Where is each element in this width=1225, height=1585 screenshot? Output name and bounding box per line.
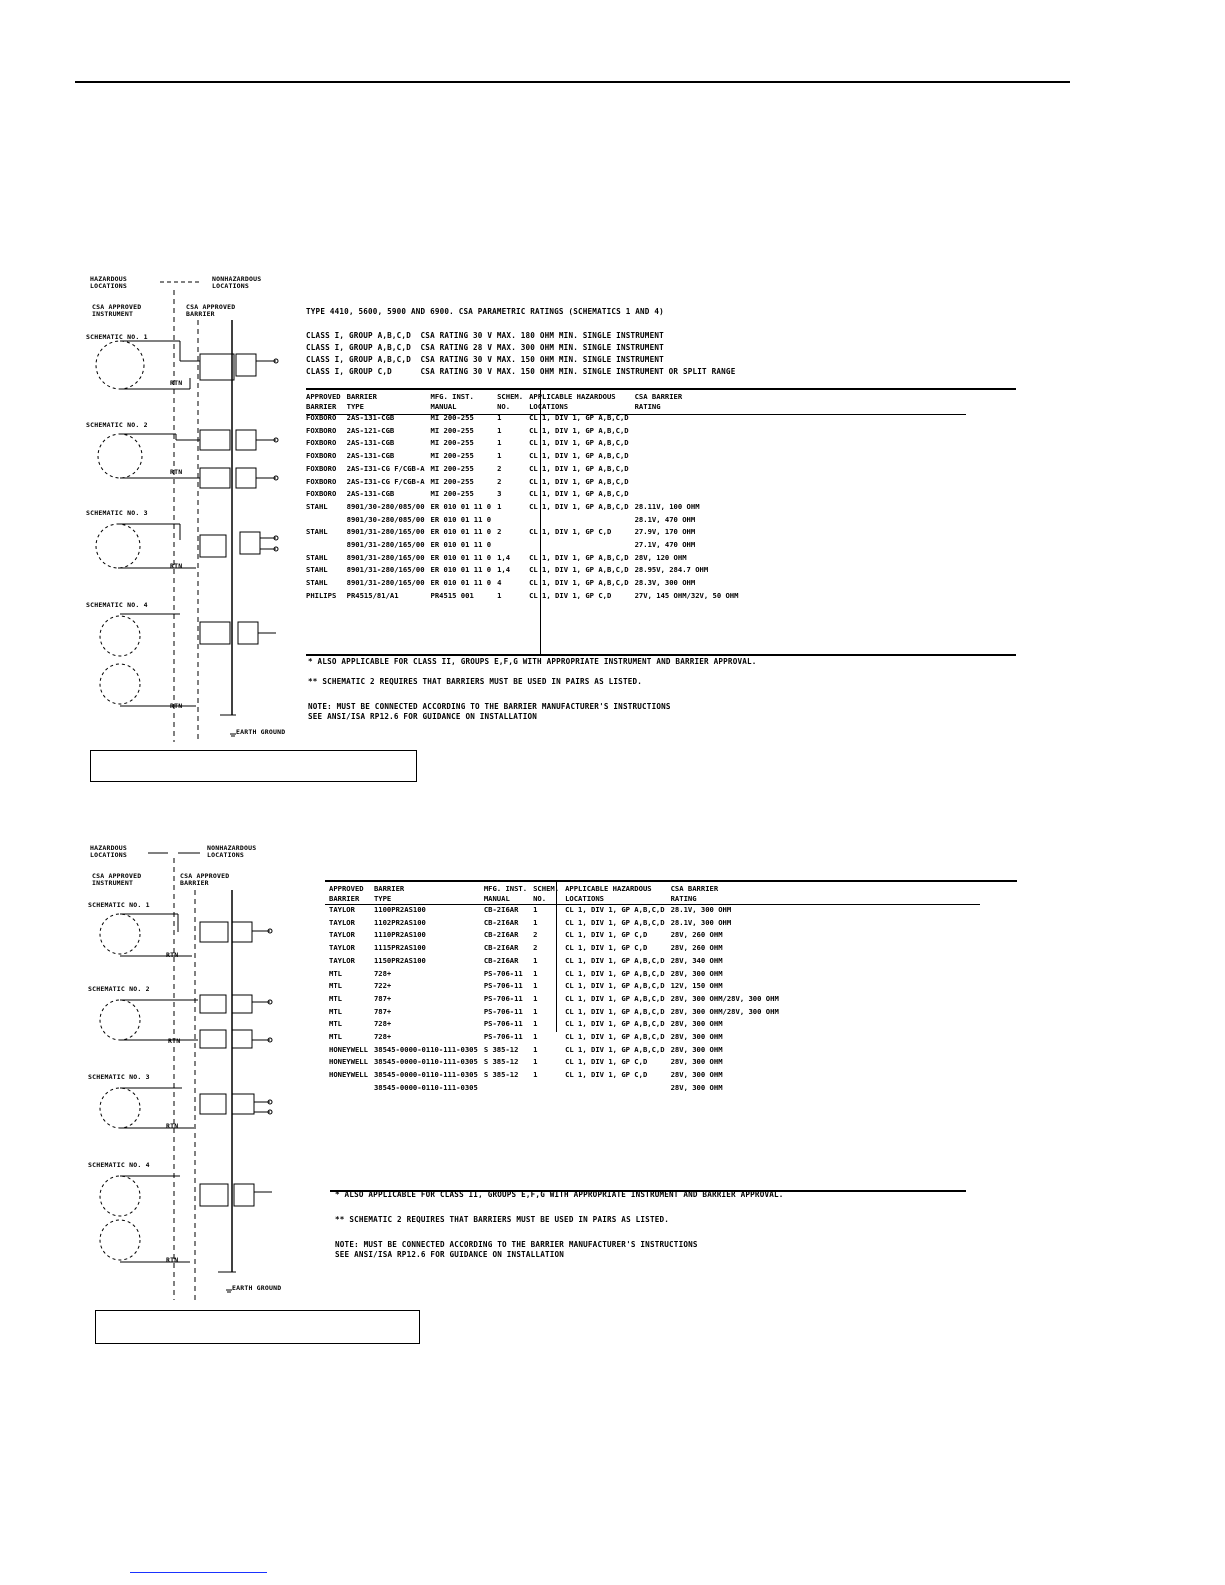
- p2-table-cell: CL 1, DIV 1, GP A,B,C,D: [565, 1006, 665, 1016]
- p1-table-cell: ER 010 01 11 0: [430, 540, 492, 550]
- p2-header-cell: APPLICABLE HAZARDOUS LOCATIONS: [565, 884, 652, 903]
- p2-table-cell: 38545-0000-0110-111-0305: [373, 1044, 478, 1054]
- p1-schematic-3-label: SCHEMATIC NO. 3: [86, 509, 148, 517]
- p1-schematic-2-label: SCHEMATIC NO. 2: [86, 421, 148, 429]
- p2-table-cell: CL 1, DIV 1, GP A,B,C,D: [565, 1032, 665, 1042]
- p2-table-cell: S 385-12: [483, 1070, 519, 1080]
- p1-table-cell: 2AS-131-CGB: [346, 438, 395, 448]
- p1-table-cell: MI 200-255: [430, 489, 474, 499]
- p1-table-cell: 28.1V, 470 OHM: [634, 514, 696, 524]
- p1-table-cell: 27V, 145 OHM/32V, 50 OHM: [634, 590, 739, 600]
- p1-table-cell: 27.1V, 470 OHM: [634, 540, 696, 550]
- p2-table-cell: 38545-0000-0110-111-0305: [373, 1082, 478, 1092]
- p2-table-cell: 1: [533, 1070, 538, 1080]
- p1-table-cell: CL 1, DIV 1, GP A,B,C,D: [529, 565, 629, 575]
- p1-header-cell: APPLICABLE HAZARDOUS LOCATIONS: [529, 392, 616, 411]
- p1-table-cell: CL 1, DIV 1, GP A,B,C,D: [529, 552, 629, 562]
- p1-table-cell: 8901/31-280/165/00: [346, 552, 425, 562]
- p2-table-cell: 1115PR2AS100: [373, 943, 426, 953]
- p2-hazardous-label: HAZARDOUS LOCATIONS: [90, 844, 128, 859]
- p2-schematic-4-label: SCHEMATIC NO. 4: [88, 1161, 150, 1169]
- p2-table-cell: 1: [533, 1057, 538, 1067]
- p2-table-cell: MTL: [329, 1032, 342, 1042]
- p2-table-cell: CL 1, DIV 1, GP A,B,C,D: [565, 1044, 665, 1054]
- p1-note-2: ** SCHEMATIC 2 REQUIRES THAT BARRIERS MUST BE USED IN PAIRS AS LISTED.: [308, 677, 643, 686]
- p2-table-cell: PS-706-11: [483, 1032, 523, 1042]
- p1-table-cell: 4: [497, 578, 502, 588]
- p2-table-cell: MTL: [329, 981, 342, 991]
- p1-table-cell: 8901/30-280/085/00: [346, 501, 425, 511]
- p2-table-cell: TAYLOR: [329, 930, 355, 940]
- p2-table-row: [326, 904, 782, 917]
- p1-table-cell: FOXBORO: [306, 463, 337, 473]
- p1-table-cell: STAHL: [306, 565, 328, 575]
- p2-table-cell: 1: [533, 1019, 538, 1029]
- p1-table-cell: 8901/31-280/165/00: [346, 578, 425, 588]
- p2-table-cell: 28V, 300 OHM: [670, 1070, 723, 1080]
- p1-table-cell: PHILIPS: [306, 590, 337, 600]
- p2-table-cell: 2: [533, 943, 538, 953]
- p1-table-cell: [494, 539, 526, 552]
- p1-table-cell: 28V, 120 OHM: [634, 552, 687, 562]
- p1-table-row: [303, 412, 741, 425]
- p1-hazardous-label: HAZARDOUS LOCATIONS: [90, 275, 128, 290]
- p2-table-row: [326, 955, 782, 968]
- p2-table-row: [326, 1056, 782, 1069]
- p1-barrier-label: CSA APPROVED BARRIER: [186, 303, 236, 318]
- p2-header-cell: APPROVED BARRIER: [329, 884, 364, 903]
- p1-table-cell: ER 010 01 11 0: [430, 501, 492, 511]
- p2-table-cell: CL 1, DIV 1, GP A,B,C,D: [565, 917, 665, 927]
- p1-table-cell: CL 1, DIV 1, GP A,B,C,D: [529, 413, 629, 422]
- p1-table-cell: FOXBORO: [306, 425, 337, 435]
- p2-barrier-label: CSA APPROVED BARRIER: [180, 872, 230, 887]
- p1-table-row: [303, 437, 741, 450]
- p2-table-cell: HONEYWELL: [329, 1070, 368, 1080]
- p1-rtn-4: RTN: [170, 702, 183, 710]
- p2-table-cell: 28V, 300 OHM/28V, 300 OHM: [670, 993, 779, 1003]
- p2-table-cell: TAYLOR: [329, 943, 355, 953]
- p2-table-cell: 1110PR2AS100: [373, 930, 426, 940]
- p1-table-cell: [526, 539, 632, 552]
- p1-caption-box: [90, 750, 417, 782]
- p2-table-cell: 1: [533, 1006, 538, 1016]
- p2-table-row: [326, 1031, 782, 1044]
- p1-table-cell: 1: [497, 451, 502, 461]
- p1-table-cell: [303, 514, 344, 527]
- p1-header-cell: APPROVED BARRIER: [306, 392, 341, 411]
- p2-table-row: [326, 942, 782, 955]
- p1-table-cell: 8901/31-280/165/00: [346, 565, 425, 575]
- p1-table-cell: [632, 450, 742, 463]
- p2-table-cell: TAYLOR: [329, 905, 355, 914]
- p2-table-cell: 728+: [373, 1032, 392, 1042]
- p2-table-row: [326, 968, 782, 981]
- p1-nonhazardous-label: NONHAZARDOUS LOCATIONS: [212, 275, 262, 290]
- p2-table-cell: 38545-0000-0110-111-0305: [373, 1070, 478, 1080]
- p1-table-cell: 28.11V, 100 OHM: [634, 501, 700, 511]
- p1-schematic-1-label: SCHEMATIC NO. 1: [86, 333, 148, 341]
- p2-schematic-2-label: SCHEMATIC NO. 2: [88, 985, 150, 993]
- p2-table-row: [326, 993, 782, 1006]
- p1-table-cell: 2AS-121-CGB: [346, 425, 395, 435]
- p2-table-cell: CL 1, DIV 1, GP A,B,C,D: [565, 981, 665, 991]
- p1-table-row: [303, 577, 741, 590]
- p2-earth-ground: EARTH GROUND: [232, 1284, 282, 1292]
- p1-table-cell: MI 200-255: [430, 413, 474, 422]
- p2-note-3: NOTE: MUST BE CONNECTED ACCORDING TO THE BARRIER MANUFACTURER'S INSTRUCTIONS: [335, 1240, 698, 1249]
- p1-header-line-3: CLASS I, GROUP A,B,C,D CSA RATING 28 V MAX. 300 OHM MIN. SINGLE INSTRUMENT: [306, 343, 664, 352]
- p1-table-cell: 28.95V, 284.7 OHM: [634, 565, 709, 575]
- p2-table-row: [326, 1006, 782, 1019]
- p1-instrument-label: CSA APPROVED INSTRUMENT: [92, 303, 142, 318]
- p2-table-cell: 28V, 340 OHM: [670, 955, 723, 965]
- top-rule: [75, 81, 1070, 83]
- p1-table-cell: 2: [497, 527, 502, 537]
- p1-table-cell: [632, 437, 742, 450]
- p1-table-cell: [632, 412, 742, 425]
- p1-table-cell: 8901/31-280/165/00: [346, 540, 425, 550]
- p1-table-row: [303, 526, 741, 539]
- p2-header-cell: BARRIER TYPE: [373, 884, 405, 903]
- p1-table-cell: ER 010 01 11 0: [430, 552, 492, 562]
- p1-table-cell: MI 200-255: [430, 451, 474, 461]
- p2-table-cell: PS-706-11: [483, 981, 523, 991]
- p2-nonhazardous-label: NONHAZARDOUS LOCATIONS: [207, 844, 257, 859]
- p1-table-cell: CL 1, DIV 1, GP C,D: [529, 590, 612, 600]
- p2-note-4: SEE ANSI/ISA RP12.6 FOR GUIDANCE ON INSTALLATION: [335, 1250, 565, 1259]
- p2-schematic-1-label: SCHEMATIC NO. 1: [88, 901, 150, 909]
- p1-table-cell: FOXBORO: [306, 413, 337, 422]
- p1-table-cell: FOXBORO: [306, 476, 337, 486]
- p2-table-cell: 28V, 260 OHM: [670, 930, 723, 940]
- p2-table-cell: PS-706-11: [483, 968, 523, 978]
- p1-table-cell: ER 010 01 11 0: [430, 514, 492, 524]
- p2-table-row: [326, 1044, 782, 1057]
- p2-table-cell: 28V, 300 OHM: [670, 968, 723, 978]
- p1-header-line-4: CLASS I, GROUP A,B,C,D CSA RATING 30 V MAX. 150 OHM MIN. SINGLE INSTRUMENT: [306, 355, 664, 364]
- p2-table-cell: 28.1V, 300 OHM: [670, 905, 732, 914]
- p1-header-line-5: CLASS I, GROUP C,D CSA RATING 30 V MAX. 150 OHM MIN. SINGLE INSTRUMENT OR SPLIT RANGE: [306, 367, 736, 376]
- p2-table-cell: CL 1, DIV 1, GP A,B,C,D: [565, 1019, 665, 1029]
- p2-table-cell: 1150PR2AS100: [373, 955, 426, 965]
- p2-table-row: [326, 1018, 782, 1031]
- p2-table-top-rule: [325, 880, 1017, 882]
- p2-header-cell: SCHEM. NO.: [533, 884, 560, 903]
- p2-table-cell: TAYLOR: [329, 955, 355, 965]
- p1-table-cell: MI 200-255: [430, 463, 474, 473]
- p2-table-cell: 1: [533, 917, 538, 927]
- p2-table-cell: CB-2I6AR: [483, 955, 519, 965]
- p1-table-row: [303, 488, 741, 501]
- p2-table-cell: MTL: [329, 968, 342, 978]
- p2-table-cell: CB-2I6AR: [483, 930, 519, 940]
- p1-table-cell: 2AS-I31-CG F/CGB-A: [346, 463, 425, 473]
- p2-header-cell: CSA BARRIER RATING: [670, 884, 719, 903]
- p2-table-cell: CL 1, DIV 1, GP A,B,C,D: [565, 993, 665, 1003]
- p2-table-row: [326, 1069, 782, 1082]
- p1-table-cell: 8901/31-280/165/00: [346, 527, 425, 537]
- p1-table-cell: CL 1, DIV 1, GP A,B,C,D: [529, 489, 629, 499]
- p2-schematic-3-label: SCHEMATIC NO. 3: [88, 1073, 150, 1081]
- p2-table-cell: CL 1, DIV 1, GP C,D: [565, 1057, 648, 1067]
- p1-table-cell: [303, 539, 344, 552]
- p1-table-cell: CL 1, DIV 1, GP A,B,C,D: [529, 476, 629, 486]
- p2-rtn-2: RTN: [168, 1037, 181, 1045]
- p2-rtn-4: RTN: [166, 1256, 179, 1264]
- p1-table-cell: [632, 463, 742, 476]
- p2-table-cell: PS-706-11: [483, 993, 523, 1003]
- p2-table-cell: 28V, 300 OHM: [670, 1082, 723, 1092]
- p1-table-row: [303, 564, 741, 577]
- p1-note-1: * ALSO APPLICABLE FOR CLASS II, GROUPS E,F,G WITH APPROPRIATE INSTRUMENT AND BARRIER APPROVAL.: [308, 657, 757, 666]
- p1-table-cell: [632, 476, 742, 489]
- p1-table-row: [303, 476, 741, 489]
- p2-table-cell: 722+: [373, 981, 392, 991]
- p1-table-cell: MI 200-255: [430, 438, 474, 448]
- p1-table-cell: CL 1, DIV 1, GP C,D: [529, 527, 612, 537]
- p2-table-cell: 1: [533, 955, 538, 965]
- p2-table-cell: [326, 1082, 371, 1095]
- footer-link-underline[interactable]: [130, 1572, 267, 1573]
- p1-table-cell: PR4515 001: [430, 590, 474, 600]
- p2-note-2: ** SCHEMATIC 2 REQUIRES THAT BARRIERS MUST BE USED IN PAIRS AS LISTED.: [335, 1215, 670, 1224]
- p2-table-cell: CL 1, DIV 1, GP C,D: [565, 930, 648, 940]
- p1-table-row: [303, 590, 741, 603]
- p2-table-cell: CB-2I6AR: [483, 905, 519, 914]
- p2-rtn-1: RTN: [166, 951, 179, 959]
- p2-table-cell: 1: [533, 968, 538, 978]
- p1-table-cell: [632, 488, 742, 501]
- p1-table-cell: CL 1, DIV 1, GP A,B,C,D: [529, 501, 629, 511]
- p2-table-cell: 728+: [373, 1019, 392, 1029]
- p2-table-cell: 2: [533, 930, 538, 940]
- p1-header-line-2: CLASS I, GROUP A,B,C,D CSA RATING 30 V MAX. 180 OHM MIN. SINGLE INSTRUMENT: [306, 331, 664, 340]
- p2-table-row: [326, 1082, 782, 1095]
- p1-table-cell: 2AS-131-CGB: [346, 489, 395, 499]
- p1-table-top-rule: [306, 388, 1016, 390]
- p2-table-cell: PS-706-11: [483, 1006, 523, 1016]
- p2-table-cell: 12V, 150 OHM: [670, 981, 723, 991]
- p2-table-cell: MTL: [329, 993, 342, 1003]
- p1-table-cell: 27.9V, 170 OHM: [634, 527, 696, 537]
- p2-header-cell: MFG. INST. MANUAL: [483, 884, 528, 903]
- p2-table-cell: 28V, 300 OHM/28V, 300 OHM: [670, 1006, 779, 1016]
- p1-table-bottom-rule: [306, 654, 1016, 656]
- p1-table-cell: 3: [497, 489, 502, 499]
- p2-table-cell: MTL: [329, 1019, 342, 1029]
- p1-table-cell: 1,4: [497, 565, 511, 575]
- p2-table-cell: 28V, 300 OHM: [670, 1019, 723, 1029]
- p1-table-cell: 2AS-131-CGB: [346, 413, 395, 422]
- p2-table-cell: 1102PR2AS100: [373, 917, 426, 927]
- p1-earth-ground: EARTH GROUND: [236, 728, 286, 736]
- p2-table-cell: [481, 1082, 530, 1095]
- p1-table-cell: 1: [497, 501, 502, 511]
- p1-table-row: [303, 463, 741, 476]
- p2-table-cell: S 385-12: [483, 1044, 519, 1054]
- p1-table-row: [303, 501, 741, 514]
- p2-note-1: * ALSO APPLICABLE FOR CLASS II, GROUPS E,F,G WITH APPROPRIATE INSTRUMENT AND BARRIER APPROVAL.: [335, 1190, 784, 1199]
- p1-table-cell: CL 1, DIV 1, GP A,B,C,D: [529, 438, 629, 448]
- p2-rtn-3: RTN: [166, 1122, 179, 1130]
- p1-table-cell: FOXBORO: [306, 438, 337, 448]
- p1-table-cell: ER 010 01 11 0: [430, 565, 492, 575]
- p1-rtn-2: RTN: [170, 468, 183, 476]
- p1-table-row: [303, 514, 741, 527]
- p2-caption-box: [95, 1310, 420, 1344]
- p2-table-cell: 28V, 300 OHM: [670, 1032, 723, 1042]
- p2-table-cell: 28.1V, 300 OHM: [670, 917, 732, 927]
- p1-table-cell: 8901/30-280/085/00: [346, 514, 425, 524]
- p2-table-row: [326, 917, 782, 930]
- p2-table-cell: 1: [533, 1044, 538, 1054]
- p1-table-cell: CL 1, DIV 1, GP A,B,C,D: [529, 425, 629, 435]
- p2-table-cell: 1: [533, 905, 538, 914]
- p1-table-cell: [632, 425, 742, 438]
- p2-table-cell: CB-2I6AR: [483, 917, 519, 927]
- p1-table-row: [303, 425, 741, 438]
- p1-header-row: [303, 392, 741, 412]
- p2-table-cell: PS-706-11: [483, 1019, 523, 1029]
- p1-table-cell: FOXBORO: [306, 489, 337, 499]
- p2-table-cell: TAYLOR: [329, 917, 355, 927]
- p1-header-cell: MFG. INST. MANUAL: [430, 392, 474, 411]
- p2-table-cell: 787+: [373, 993, 392, 1003]
- p1-table-cell: STAHL: [306, 552, 328, 562]
- p1-table-cell: CL 1, DIV 1, GP A,B,C,D: [529, 451, 629, 461]
- p2-table-cell: 1: [533, 993, 538, 1003]
- p1-table-cell: PR4515/81/A1: [346, 590, 399, 600]
- p2-table-cell: 728+: [373, 968, 392, 978]
- p2-table-cell: 38545-0000-0110-111-0305: [373, 1057, 478, 1067]
- p2-table-cell: [530, 1082, 562, 1095]
- p1-table-cell: 1,4: [497, 552, 511, 562]
- p1-header-cell: CSA BARRIER RATING: [634, 392, 683, 411]
- p1-table-cell: 1: [497, 413, 502, 422]
- p1-note-4: SEE ANSI/ISA RP12.6 FOR GUIDANCE ON INSTALLATION: [308, 712, 538, 721]
- p1-table-cell: 28.3V, 300 OHM: [634, 578, 696, 588]
- p1-table-cell: 1: [497, 425, 502, 435]
- p1-barrier-table: [303, 392, 741, 603]
- p1-table-row: [303, 552, 741, 565]
- p2-table-cell: 1100PR2AS100: [373, 905, 426, 914]
- p2-table-cell: 787+: [373, 1006, 392, 1016]
- p1-table-cell: MI 200-255: [430, 476, 474, 486]
- p1-table-cell: 2: [497, 476, 502, 486]
- p2-table-cell: CL 1, DIV 1, GP C,D: [565, 1070, 648, 1080]
- p1-table-cell: MI 200-255: [430, 425, 474, 435]
- p1-table-cell: CL 1, DIV 1, GP A,B,C,D: [529, 463, 629, 473]
- p2-table-cell: [562, 1082, 668, 1095]
- p2-instrument-label: CSA APPROVED INSTRUMENT: [92, 872, 142, 887]
- p1-header-cell: BARRIER TYPE: [346, 392, 377, 411]
- p1-table-cell: [526, 514, 632, 527]
- p2-table-cell: 28V, 260 OHM: [670, 943, 723, 953]
- p2-table-cell: S 385-12: [483, 1057, 519, 1067]
- p1-note-3: NOTE: MUST BE CONNECTED ACCORDING TO THE BARRIER MANUFACTURER'S INSTRUCTIONS: [308, 702, 671, 711]
- p2-table-cell: CB-2I6AR: [483, 943, 519, 953]
- p2-table-row: [326, 929, 782, 942]
- p2-table-row: [326, 980, 782, 993]
- p1-table-cell: 2AS-I31-CG F/CGB-A: [346, 476, 425, 486]
- p2-table-cell: HONEYWELL: [329, 1057, 368, 1067]
- p2-table-cell: CL 1, DIV 1, GP A,B,C,D: [565, 905, 665, 914]
- p1-schematic-4-label: SCHEMATIC NO. 4: [86, 601, 148, 609]
- p1-header-line-1: TYPE 4410, 5600, 5900 AND 6900. CSA PARAMETRIC RATINGS (SCHEMATICS 1 AND 4): [306, 307, 664, 316]
- p1-table-cell: 2AS-131-CGB: [346, 451, 395, 461]
- p2-table-cell: 1: [533, 1032, 538, 1042]
- p2-table-cell: CL 1, DIV 1, GP A,B,C,D: [565, 968, 665, 978]
- p1-rtn-1: RTN: [170, 379, 183, 387]
- p1-table-row: [303, 450, 741, 463]
- p1-table-row: [303, 539, 741, 552]
- p1-table-cell: FOXBORO: [306, 451, 337, 461]
- p2-table-cell: MTL: [329, 1006, 342, 1016]
- p2-table-cell: 28V, 300 OHM: [670, 1044, 723, 1054]
- p1-table-cell: [494, 514, 526, 527]
- p2-header-row: [326, 884, 782, 904]
- p2-table-cell: HONEYWELL: [329, 1044, 368, 1054]
- p1-table-cell: STAHL: [306, 527, 328, 537]
- p1-table-cell: ER 010 01 11 0: [430, 527, 492, 537]
- p2-table-cell: CL 1, DIV 1, GP C,D: [565, 943, 648, 953]
- p2-table-cell: 1: [533, 981, 538, 991]
- p1-table-cell: CL 1, DIV 1, GP A,B,C,D: [529, 578, 629, 588]
- p2-table-cell: 28V, 300 OHM: [670, 1057, 723, 1067]
- p1-table-cell: 2: [497, 463, 502, 473]
- p1-table-cell: STAHL: [306, 501, 328, 511]
- p1-table-cell: STAHL: [306, 578, 328, 588]
- p2-table-cell: CL 1, DIV 1, GP A,B,C,D: [565, 955, 665, 965]
- p1-rtn-3: RTN: [170, 562, 183, 570]
- p2-barrier-table: [326, 884, 782, 1095]
- p1-table-cell: 1: [497, 590, 502, 600]
- p1-table-cell: 1: [497, 438, 502, 448]
- p1-table-cell: ER 010 01 11 0: [430, 578, 492, 588]
- p1-header-cell: SCHEM. NO.: [497, 392, 524, 411]
